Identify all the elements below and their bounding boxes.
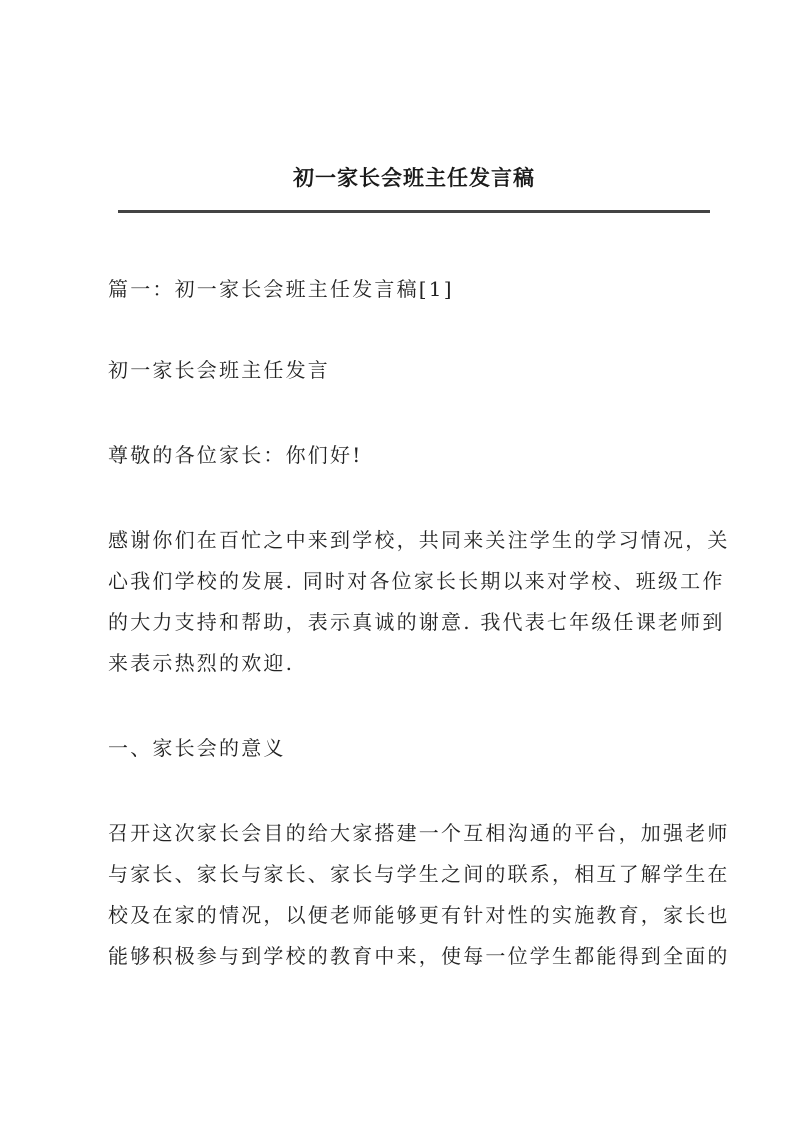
paragraph-line: 感谢你们在百忙之中来到学校，共同来关注学生的学习情况，关 (108, 528, 730, 552)
paragraph-line: 校及在家的情况，以便老师能够更有针对性的实施教育，家长也 (108, 903, 730, 927)
title-underline (118, 210, 710, 213)
paragraph-line: 心我们学校的发展. 同时对各位家长长期以来对学校、班级工作 (108, 569, 725, 593)
paragraph-line: 来表示热烈的欢迎. (108, 651, 295, 675)
paragraph-line: 与家长、家长与家长、家长与学生之间的联系，相互了解学生在 (108, 862, 730, 886)
section-heading: 篇一：初一家长会班主任发言稿[1] (108, 277, 454, 301)
speech-title: 初一家长会班主任发言 (108, 358, 330, 382)
document-title: 初一家长会班主任发言稿 (293, 165, 535, 190)
paragraph-line: 的大力支持和帮助，表示真诚的谢意. 我代表七年级任课老师到 (108, 610, 725, 634)
paragraph-line: 召开这次家长会目的给大家搭建一个互相沟通的平台，加强老师 (108, 821, 730, 845)
subsection-heading: 一、家长会的意义 (108, 736, 286, 760)
greeting: 尊敬的各位家长：你们好! (108, 443, 363, 467)
paragraph-line: 能够积极参与到学校的教育中来，使每一位学生都能得到全面的 (108, 944, 730, 968)
